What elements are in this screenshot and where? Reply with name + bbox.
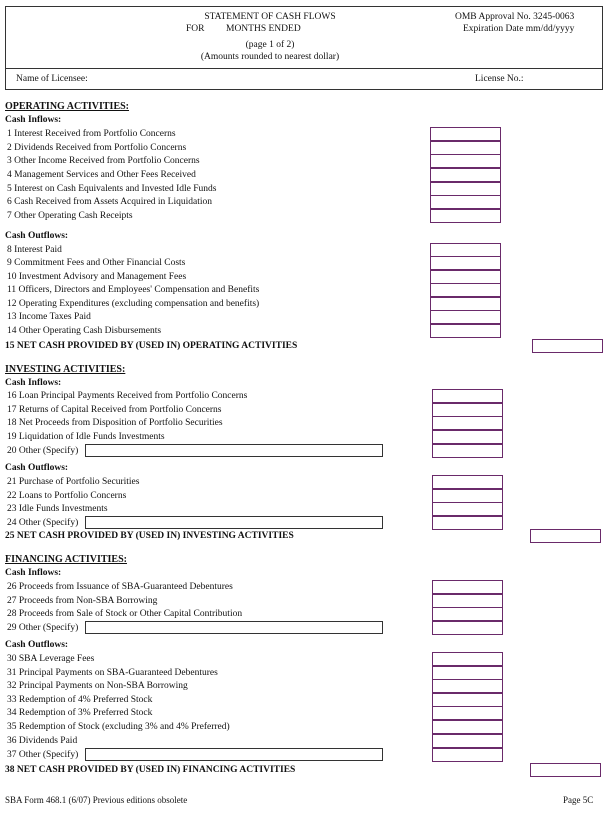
amount-input-18[interactable] [432,416,503,430]
license-no-label: License No.: [475,74,524,84]
line-38-total: 38 NET CASH PROVIDED BY (USED IN) FINANCING ACTIVITIES [5,765,296,775]
line-23: 23 Idle Funds Investments [7,504,108,514]
line-31: 31 Principal Payments on SBA-Guaranteed Debentures [7,668,218,678]
period-months: MONTHS ENDED [226,24,301,34]
operating-inflows-label: Cash Inflows: [5,115,62,125]
operating-outflows-label: Cash Outflows: [5,231,69,241]
amount-input-3[interactable] [430,154,501,168]
amount-input-17[interactable] [432,403,503,417]
line-27: 27 Proceeds from Non-SBA Borrowing [7,596,158,606]
line-10: 10 Investment Advisory and Management Fees [7,272,187,282]
amount-input-16[interactable] [432,389,503,403]
line-20: 20 Other (Specify) [7,446,79,456]
other-specify-input-29[interactable] [85,621,383,634]
line-24: 24 Other (Specify) [7,518,79,528]
amount-input-10[interactable] [430,270,501,284]
amount-input-9[interactable] [430,256,501,270]
line-6: 6 Cash Received from Assets Acquired in Liquidation [7,197,213,207]
line-7: 7 Other Operating Cash Receipts [7,211,133,221]
line-28: 28 Proceeds from Sale of Stock or Other Capital Contribution [7,609,243,619]
amount-input-6[interactable] [430,195,501,209]
line-17: 17 Returns of Capital Received from Portfolio Concerns [7,405,222,415]
line-15-total: 15 NET CASH PROVIDED BY (USED IN) OPERATING ACTIVITIES [5,341,298,351]
amount-input-37[interactable] [432,748,503,762]
line-35: 35 Redemption of Stock (excluding 3% and 4% Preferred) [7,722,230,732]
amount-input-8[interactable] [430,243,501,257]
line-13: 13 Income Taxes Paid [7,312,91,322]
line-5: 5 Interest on Cash Equivalents and Invested Idle Funds [7,184,217,194]
line-29: 29 Other (Specify) [7,623,79,633]
amount-input-12[interactable] [430,297,501,311]
line-14: 14 Other Operating Cash Disbursements [7,326,162,336]
amount-input-23[interactable] [432,502,503,516]
omb-approval: OMB Approval No. 3245-0063 [455,12,575,22]
amount-input-33[interactable] [432,693,503,707]
line-3: 3 Other Income Received from Portfolio Concerns [7,156,200,166]
amount-input-19[interactable] [432,430,503,444]
amount-input-5[interactable] [430,182,501,196]
line-16: 16 Loan Principal Payments Received from Portfolio Concerns [7,391,248,401]
amount-input-35[interactable] [432,720,503,734]
rounding-note: (Amounts rounded to nearest dollar) [200,52,340,62]
other-specify-input-20[interactable] [85,444,383,457]
amount-input-14[interactable] [430,324,501,338]
financing-title: FINANCING ACTIVITIES: [5,554,127,565]
line-37: 37 Other (Specify) [7,750,79,760]
amount-input-22[interactable] [432,489,503,503]
amount-input-11[interactable] [430,283,501,297]
licensee-label: Name of Licensee: [16,74,88,84]
line-22: 22 Loans to Portfolio Concerns [7,491,127,501]
page-indicator: (page 1 of 2) [245,40,295,50]
line-21: 21 Purchase of Portfolio Securities [7,477,140,487]
line-9: 9 Commitment Fees and Other Financial Costs [7,258,186,268]
amount-input-27[interactable] [432,594,503,608]
amount-input-29[interactable] [432,621,503,635]
other-specify-input-37[interactable] [85,748,383,761]
amount-input-25[interactable] [530,529,601,543]
amount-input-2[interactable] [430,141,501,155]
amount-input-4[interactable] [430,168,501,182]
line-12: 12 Operating Expenditures (excluding compensation and benefits) [7,299,260,309]
line-2: 2 Dividends Received from Portfolio Concerns [7,143,187,153]
line-34: 34 Redemption of 3% Preferred Stock [7,708,153,718]
amount-input-7[interactable] [430,209,501,223]
amount-input-31[interactable] [432,666,503,680]
amount-input-24[interactable] [432,516,503,530]
form-title: STATEMENT OF CASH FLOWS [204,12,336,22]
financing-outflows-label: Cash Outflows: [5,640,69,650]
line-19: 19 Liquidation of Idle Funds Investments [7,432,165,442]
line-11: 11 Officers, Directors and Employees' Compensation and Benefits [7,285,260,295]
other-specify-input-24[interactable] [85,516,383,529]
amount-input-1[interactable] [430,127,501,141]
amount-input-34[interactable] [432,706,503,720]
investing-title: INVESTING ACTIVITIES: [5,364,126,375]
line-1: 1 Interest Received from Portfolio Concerns [7,129,176,139]
investing-outflows-label: Cash Outflows: [5,463,69,473]
line-33: 33 Redemption of 4% Preferred Stock [7,695,153,705]
line-25-total: 25 NET CASH PROVIDED BY (USED IN) INVESTING ACTIVITIES [5,531,294,541]
amount-input-28[interactable] [432,607,503,621]
financing-inflows-label: Cash Inflows: [5,568,62,578]
line-4: 4 Management Services and Other Fees Received [7,170,196,180]
line-32: 32 Principal Payments on Non-SBA Borrowing [7,681,188,691]
line-18: 18 Net Proceeds from Disposition of Portfolio Securities [7,418,223,428]
line-36: 36 Dividends Paid [7,736,78,746]
amount-input-13[interactable] [430,310,501,324]
header-divider [5,68,603,69]
amount-input-21[interactable] [432,475,503,489]
amount-input-20[interactable] [432,444,503,458]
expiration-date: Expiration Date mm/dd/yyyy [463,24,575,34]
page-number: Page 5C [563,795,594,805]
form-number: SBA Form 468.1 (6/07) Previous editions obsolete [5,795,188,805]
investing-inflows-label: Cash Inflows: [5,378,62,388]
amount-input-32[interactable] [432,679,503,693]
period-for: FOR [186,24,205,34]
operating-title: OPERATING ACTIVITIES: [5,101,130,112]
amount-input-36[interactable] [432,734,503,748]
amount-input-26[interactable] [432,580,503,594]
line-26: 26 Proceeds from Issuance of SBA-Guaranteed Debentures [7,582,233,592]
amount-input-30[interactable] [432,652,503,666]
line-8: 8 Interest Paid [7,245,62,255]
amount-input-15[interactable] [532,339,603,353]
line-30: 30 SBA Leverage Fees [7,654,95,664]
amount-input-38[interactable] [530,763,601,777]
